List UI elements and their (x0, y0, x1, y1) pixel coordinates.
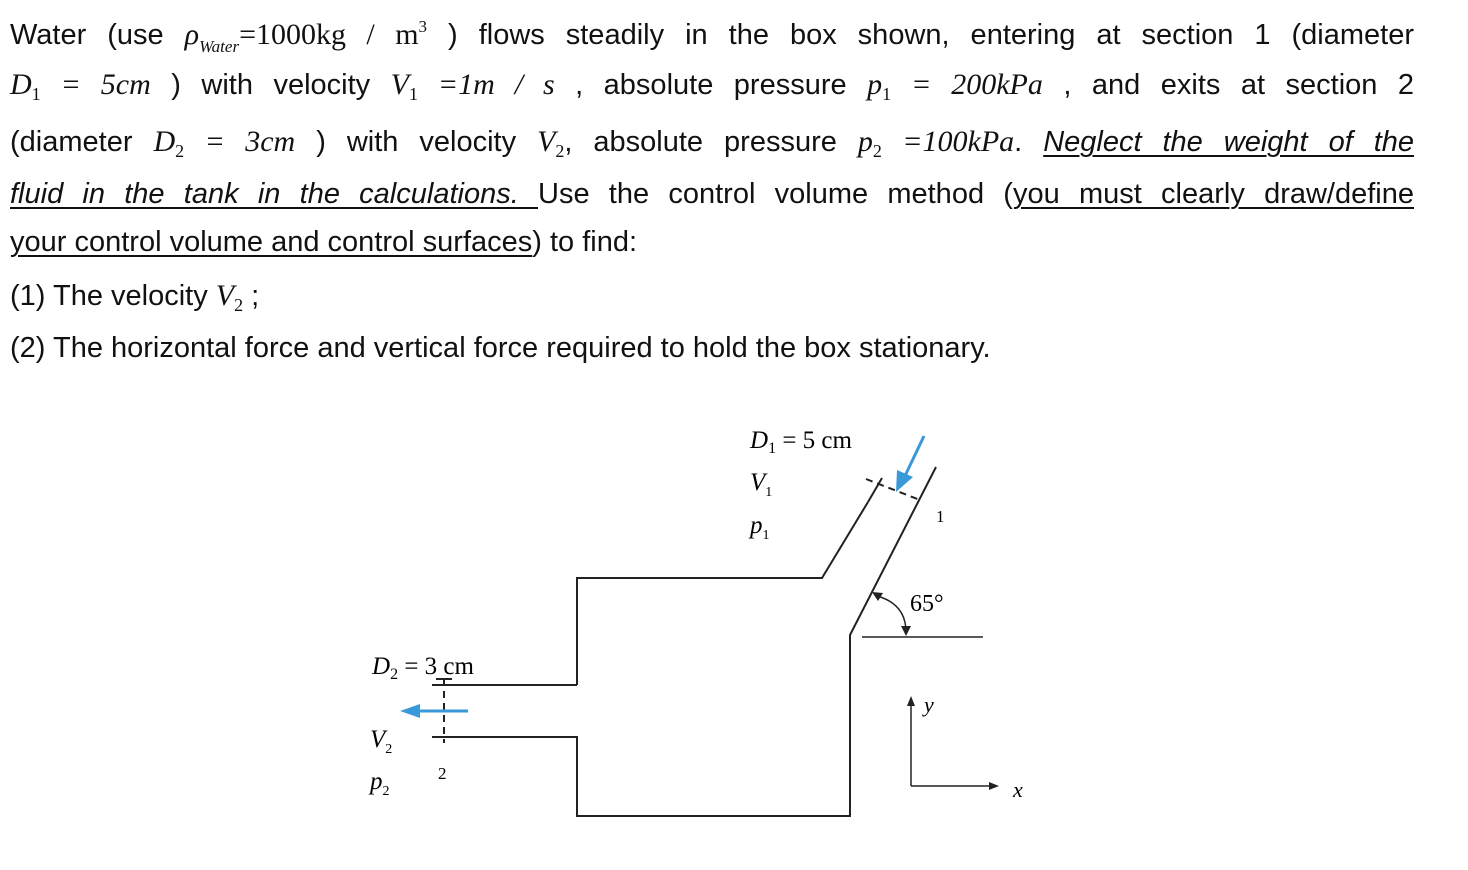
angle-arrow-2 (901, 626, 911, 636)
x-axis-arrowhead (989, 782, 999, 790)
text: ; (251, 280, 260, 312)
cv-note-cont: your control volume and control surfaces (10, 226, 533, 258)
v2-label: $V_2$ (370, 726, 393, 757)
text: , and exits at section 2 (1063, 69, 1415, 101)
x-axis-label: x (1013, 777, 1023, 802)
outlet-arrow-head (400, 704, 420, 718)
section-1-line (866, 479, 920, 500)
d2-symbol: $D_2 = 3cm$ (153, 125, 296, 161)
d2-label: $D_2 = 3$ cm (372, 653, 474, 683)
inlet-arrow-head (896, 470, 913, 492)
text: Water (use (10, 19, 164, 51)
cv-note: you must clearly draw/define (1012, 178, 1414, 210)
text: (diameter (10, 126, 133, 158)
angle-label: 65° (910, 591, 944, 617)
q2-label: (2) The horizontal force and vertical force required to hold the box stationary. (10, 332, 991, 364)
neglect-note: Neglect the weight of the (1043, 126, 1415, 158)
text: , absolute pressure (575, 69, 847, 101)
rho-value: $=1000kg / m^3$ (239, 17, 428, 51)
text: Use the control volume method ( (538, 178, 1013, 210)
text: , absolute pressure (564, 126, 837, 158)
p2-label: $p_2$ (370, 768, 390, 799)
v1-label: $V_1$ (750, 469, 773, 500)
v2-symbol: $V_2$ (537, 125, 565, 161)
box-outline (432, 467, 936, 816)
section-1-label: 1 (936, 507, 945, 526)
rho-symbol: $\rho_{Water}$ (184, 18, 240, 56)
y-axis-label: y (924, 692, 934, 717)
d1-symbol: $D_1 = 5cm$ (10, 68, 151, 104)
p1-label: $p_1$ (750, 512, 770, 543)
angle-arrow-1 (872, 592, 883, 601)
text: ) with velocity (316, 126, 517, 158)
text: . (1014, 126, 1023, 158)
text: ) to find: (532, 226, 638, 258)
p2-symbol: $p_2 =100kPa$ (857, 125, 1015, 161)
text: ) with velocity (171, 69, 371, 101)
neglect-note-cont: fluid in the tank in the calculations. (10, 178, 538, 210)
inlet-flow-arrow (904, 436, 924, 478)
v1-symbol: $V_1 =1m / s$ (390, 68, 555, 104)
v2-symbol: $V_2$ (215, 279, 244, 315)
q1-label: (1) The velocity (10, 280, 208, 312)
d1-label: $D_1 = 5$ cm (750, 427, 852, 457)
y-axis-arrowhead (907, 696, 915, 706)
p1-symbol: $p_1 = 200kPa$ (867, 68, 1043, 104)
text: ) flows steadily in the box shown, entering at section 1 (diameter (448, 19, 1415, 51)
section-2-label: 2 (438, 764, 447, 783)
